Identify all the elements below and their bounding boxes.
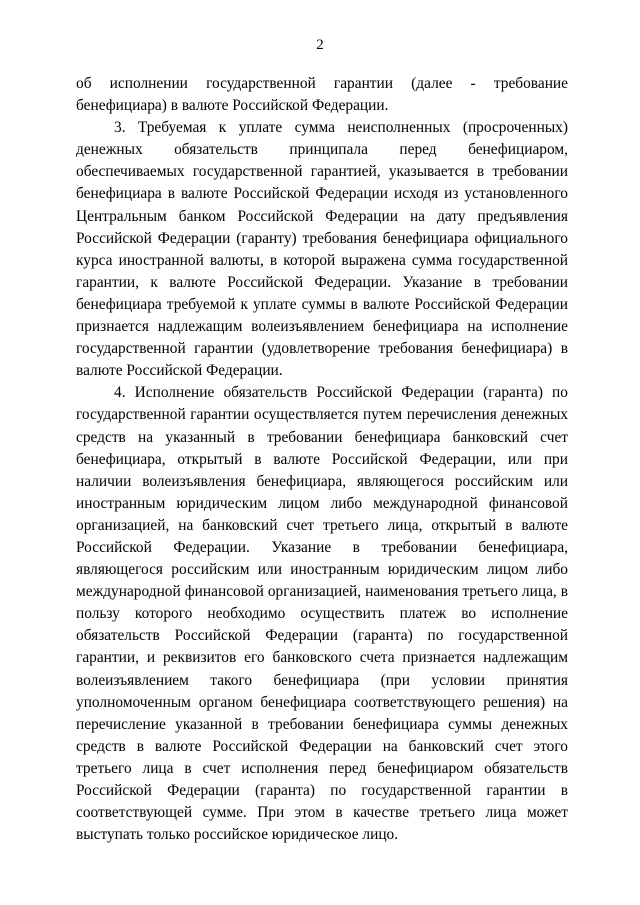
page-number: 2 xyxy=(316,37,324,53)
paragraph-item-4: 4. Исполнение обязательств Российской Федерации (гаранта) по государственной гарантии осуществляется путем перечисления денежных средств на указанный в требовании бенефициара банковский счет бенефициара, открытый в валюте Российской Федерации, или при наличии волеизъявления бенефициара, являющегося российским или иностранным юридическим лицом либо международной финансовой организацией, на банковский счет третьего лица, открытый в валюте Российской Федерации. Указание в требовании бенефициара, являющегося российским или иностранным юридическим лицом либо международной финансовой организацией, наименования третьего лица, в пользу которого необходимо осуществить платеж во исполнение обязательств Российской Федерации (гаранта) по государственной гарантии, и реквизитов его банковского счета признается надлежащим волеизъявлением такого бенефициара (при условии принятия уполномоченным органом бенефициара соответствующего решения) на перечисление указанной в требовании бенефициара суммы денежных средств в валюте Российской Федерации на банковский счет этого третьего лица в счет исполнения перед бенефициаром обязательств Российской Федерации (гаранта) по государственной гарантии в соответствующей сумме. При этом в качестве третьего лица может выступать только российское юридическое лицо. xyxy=(76,384,568,844)
paragraph-item-3: 3. Требуемая к уплате сумма неисполненных (просроченных) денежных обязательств принципала перед бенефициаром, обеспечиваемых государственной гарантией, указывается в требовании бенефициара в валюте Российской Федерации исходя из установленного Центральным банком Российской Федерации на дату предъявления Российской Федерации (гаранту) требования бенефициара официального курса иностранной валюты, в которой выражена сумма государственной гарантии, к валюте Российской Федерации. Указание в требовании бенефициара требуемой к уплате суммы в валюте Российской Федерации признается надлежащим волеизъявлением бенефициара на исполнение государственной гарантии (удовлетворение требования бенефициара) в валюте Российской Федерации. xyxy=(76,119,568,380)
document-body xyxy=(76,73,568,846)
paragraph-continuation: об исполнении государственной гарантии (далее - требование бенефициара) в валюте Российской Федерации. xyxy=(76,75,568,115)
